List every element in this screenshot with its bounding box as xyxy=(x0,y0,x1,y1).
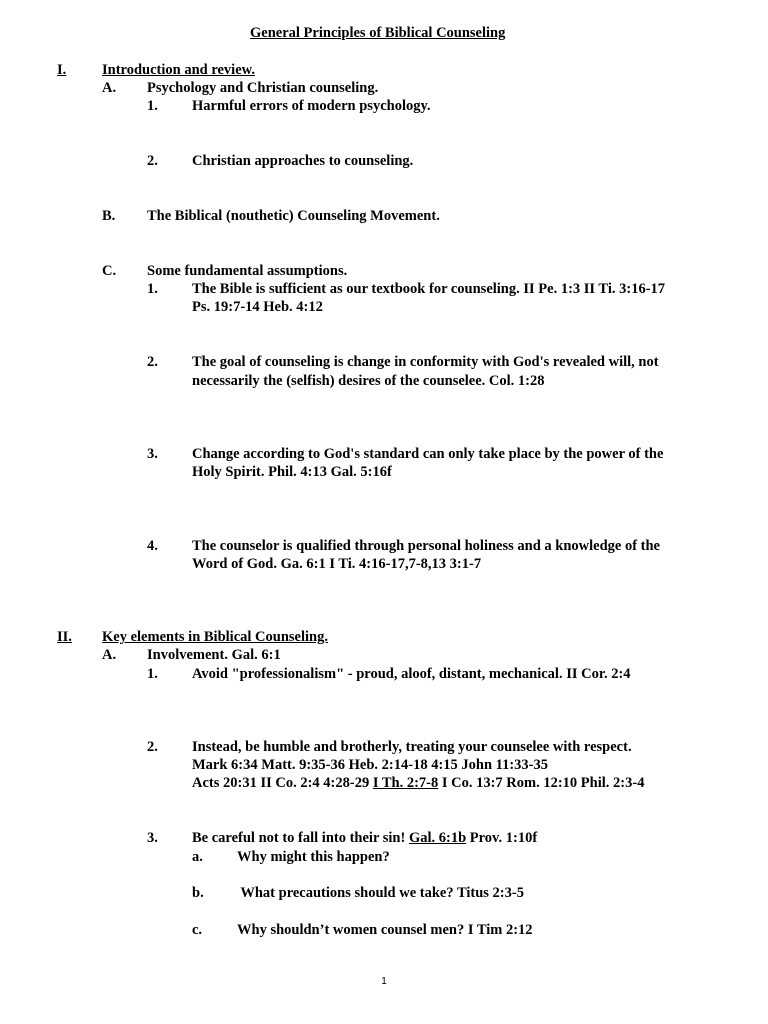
item-1c4-label: 4. xyxy=(147,538,158,554)
item-2a3a-label: a. xyxy=(192,849,203,865)
item-2a1-text: Avoid "professionalism" - proud, aloof, distant, mechanical. II Cor. 2:4 xyxy=(192,666,631,682)
section-1-numeral: I. xyxy=(57,62,67,78)
item-1c3-label: 3. xyxy=(147,446,158,462)
item-2a3b-text: What precautions should we take? Titus 2:3-5 xyxy=(237,885,524,901)
item-1c1-line1: The Bible is sufficient as our textbook for counseling. II Pe. 1:3 II Ti. 3:16-17 xyxy=(192,281,666,297)
item-1c4-line1: The counselor is qualified through personal holiness and a knowledge of the xyxy=(192,538,660,554)
item-2a2-line3-pre: Acts 20:31 II Co. 2:4 4:28-29 xyxy=(192,775,373,791)
item-2a3-post: Prov. 1:10f xyxy=(466,830,538,846)
page-title: General Principles of Biblical Counseling xyxy=(250,25,506,41)
item-1a2-text: Christian approaches to counseling. xyxy=(192,153,414,169)
item-2a2-line3-underlined-ref: I Th. 2:7-8 xyxy=(372,775,439,791)
item-1b-text: The Biblical (nouthetic) Counseling Movement. xyxy=(147,208,440,224)
section-2-heading: Key elements in Biblical Counseling. xyxy=(102,629,328,645)
page-number: 1 xyxy=(381,976,387,987)
item-1c2-label: 2. xyxy=(147,354,158,370)
item-2a3-underlined-ref: Gal. 6:1b xyxy=(408,830,467,846)
item-1c2-line1: The goal of counseling is change in conformity with God's revealed will, not xyxy=(192,354,659,370)
item-1c3-line1: Change according to God's standard can only take place by the power of the xyxy=(192,446,664,462)
item-2a2-line3 xyxy=(192,774,644,792)
item-2a-label: A. xyxy=(102,647,117,663)
item-2a-text: Involvement. Gal. 6:1 xyxy=(147,647,281,663)
section-1-heading: Introduction and review. xyxy=(102,62,255,78)
item-2a3a-text: Why might this happen? xyxy=(237,849,390,865)
item-1c1-line2: Ps. 19:7-14 Heb. 4:12 xyxy=(192,299,323,315)
item-1a1-label: 1. xyxy=(147,98,158,114)
item-2a2-line2: Mark 6:34 Matt. 9:35-36 Heb. 2:14-18 4:15 John 11:33-35 xyxy=(192,757,549,773)
item-1b-label: B. xyxy=(102,208,116,224)
item-1a1-text: Harmful errors of modern psychology. xyxy=(192,98,431,114)
item-1c1-label: 1. xyxy=(147,281,158,297)
item-2a3-label: 3. xyxy=(147,830,158,846)
item-2a3c-text: Why shouldn’t women counsel men? I Tim 2:12 xyxy=(237,922,533,938)
item-1c-text: Some fundamental assumptions. xyxy=(147,263,348,279)
item-2a2-line1: Instead, be humble and brotherly, treating your counselee with respect. xyxy=(192,739,632,755)
item-1c4-line2: Word of God. Ga. 6:1 I Ti. 4:16-17,7-8,13 3:1-7 xyxy=(192,556,482,572)
item-1a-label: A. xyxy=(102,80,117,96)
item-2a2-label: 2. xyxy=(147,739,158,755)
item-2a3-text xyxy=(192,829,537,847)
item-1a-text: Psychology and Christian counseling. xyxy=(147,80,379,96)
item-2a3c-label: c. xyxy=(192,922,203,938)
item-1c-label: C. xyxy=(102,263,117,279)
item-2a3-pre: Be careful not to fall into their sin! xyxy=(192,830,409,846)
section-2-numeral: II. xyxy=(57,629,72,645)
item-1a2-label: 2. xyxy=(147,153,158,169)
item-2a2-line3-post: I Co. 13:7 Rom. 12:10 Phil. 2:3-4 xyxy=(438,775,645,791)
item-1c3-line2: Holy Spirit. Phil. 4:13 Gal. 5:16f xyxy=(192,464,392,480)
item-1c2-line2: necessarily the (selfish) desires of the counselee. Col. 1:28 xyxy=(192,373,545,389)
item-2a1-label: 1. xyxy=(147,666,158,682)
item-2a3b-label: b. xyxy=(192,885,204,901)
